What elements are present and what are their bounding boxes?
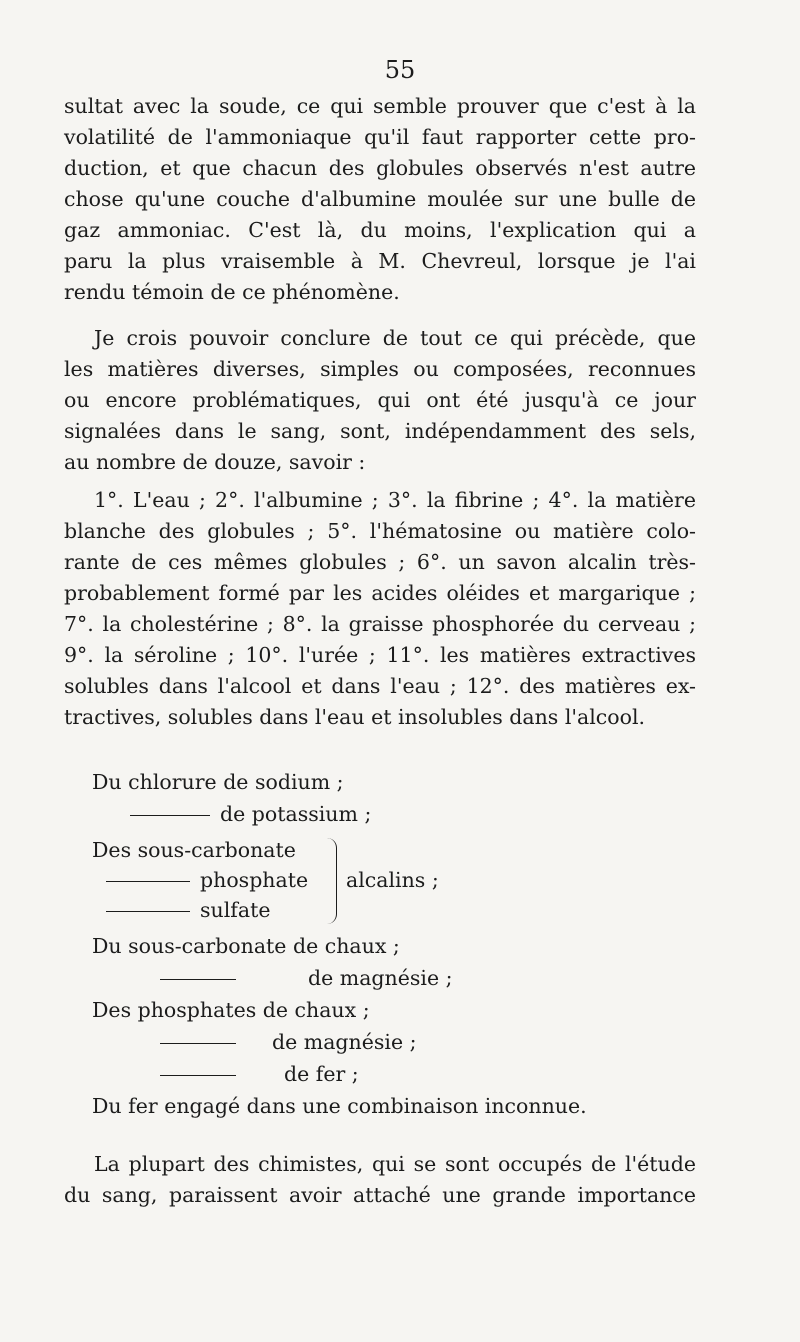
list-item: Du chlorure de sodium ; [92,770,344,794]
list-item [130,800,371,828]
text-line: signalées dans le sang, sont, indépendamment des sels, [64,419,696,443]
list-item-text: sulfate [200,898,271,922]
text-line: les matières diverses, simples ou composées, reconnues [64,357,696,381]
text-line: rendu témoin de ce phénomène. [64,280,400,304]
ditto-dash [106,881,190,882]
text-line: solubles dans l'alcool et dans l'eau ; 12°. des matières ex- [64,674,696,698]
ditto-dash [106,911,190,912]
ditto-dash [160,1075,236,1076]
list-item-text: de magnésie ; [308,966,453,990]
text-line: paru la plus vraisemble à M. Chevreul, lorsque je l'ai [64,249,696,273]
text-line: probablement formé par les acides oléides et margarique ; [64,581,696,605]
list-item-text: de potassium ; [220,802,372,826]
text-line: volatilité de l'ammoniaque qu'il faut rapporter cette pro- [64,125,696,149]
list-item [160,1028,417,1056]
text-line: ou encore problématiques, qui ont été jusqu'à ce jour [64,388,696,412]
brace [326,838,337,924]
text-line: tractives, solubles dans l'eau et insolubles dans l'alcool. [64,705,646,729]
text-line: 9°. la séroline ; 10°. l'urée ; 11°. les matières extractives [64,643,696,667]
text-line: blanche des globules ; 5°. l'hématosine ou matière colo- [64,519,696,543]
page-number: 55 [384,56,416,84]
ditto-dash [160,1043,236,1044]
text-line: rante de ces mêmes globules ; 6°. un savon alcalin très- [64,550,696,574]
text-line: Je crois pouvoir conclure de tout ce qui précède, que [94,326,696,350]
text-line: duction, et que chacun des globules observés n'est autre [64,156,696,180]
list-item: Des phosphates de chaux ; [92,998,370,1022]
list-item: Du fer engagé dans une combinaison inconnue. [92,1094,587,1118]
list-item [106,896,270,924]
ditto-dash [160,979,236,980]
text-line: du sang, paraissent avoir attaché une grande importance [64,1183,696,1207]
list-item: Des sous-carbonate [92,838,296,862]
list-item-text: de magnésie ; [272,1030,417,1054]
list-item-text: de fer ; [284,1062,359,1086]
text-line: chose qu'une couche d'albumine moulée sur une bulle de [64,187,696,211]
ditto-dash [130,815,210,816]
list-item [106,866,308,894]
text-line: gaz ammoniac. C'est là, du moins, l'explication qui a [64,218,696,242]
list-item [160,964,453,992]
text-line: 7°. la cholestérine ; 8°. la graisse phosphorée du cerveau ; [64,612,696,636]
text-line: sultat avec la soude, ce qui semble prouver que c'est à la [64,94,696,118]
list-item-text: phosphate [200,868,309,892]
brace-label: alcalins ; [346,868,439,892]
text-line: La plupart des chimistes, qui se sont occupés de l'étude [94,1152,696,1176]
list-item: Du sous-carbonate de chaux ; [92,934,400,958]
list-item [160,1060,359,1088]
text-line: au nombre de douze, savoir : [64,450,366,474]
text-line: 1°. L'eau ; 2°. l'albumine ; 3°. la fibrine ; 4°. la matière [94,488,696,512]
